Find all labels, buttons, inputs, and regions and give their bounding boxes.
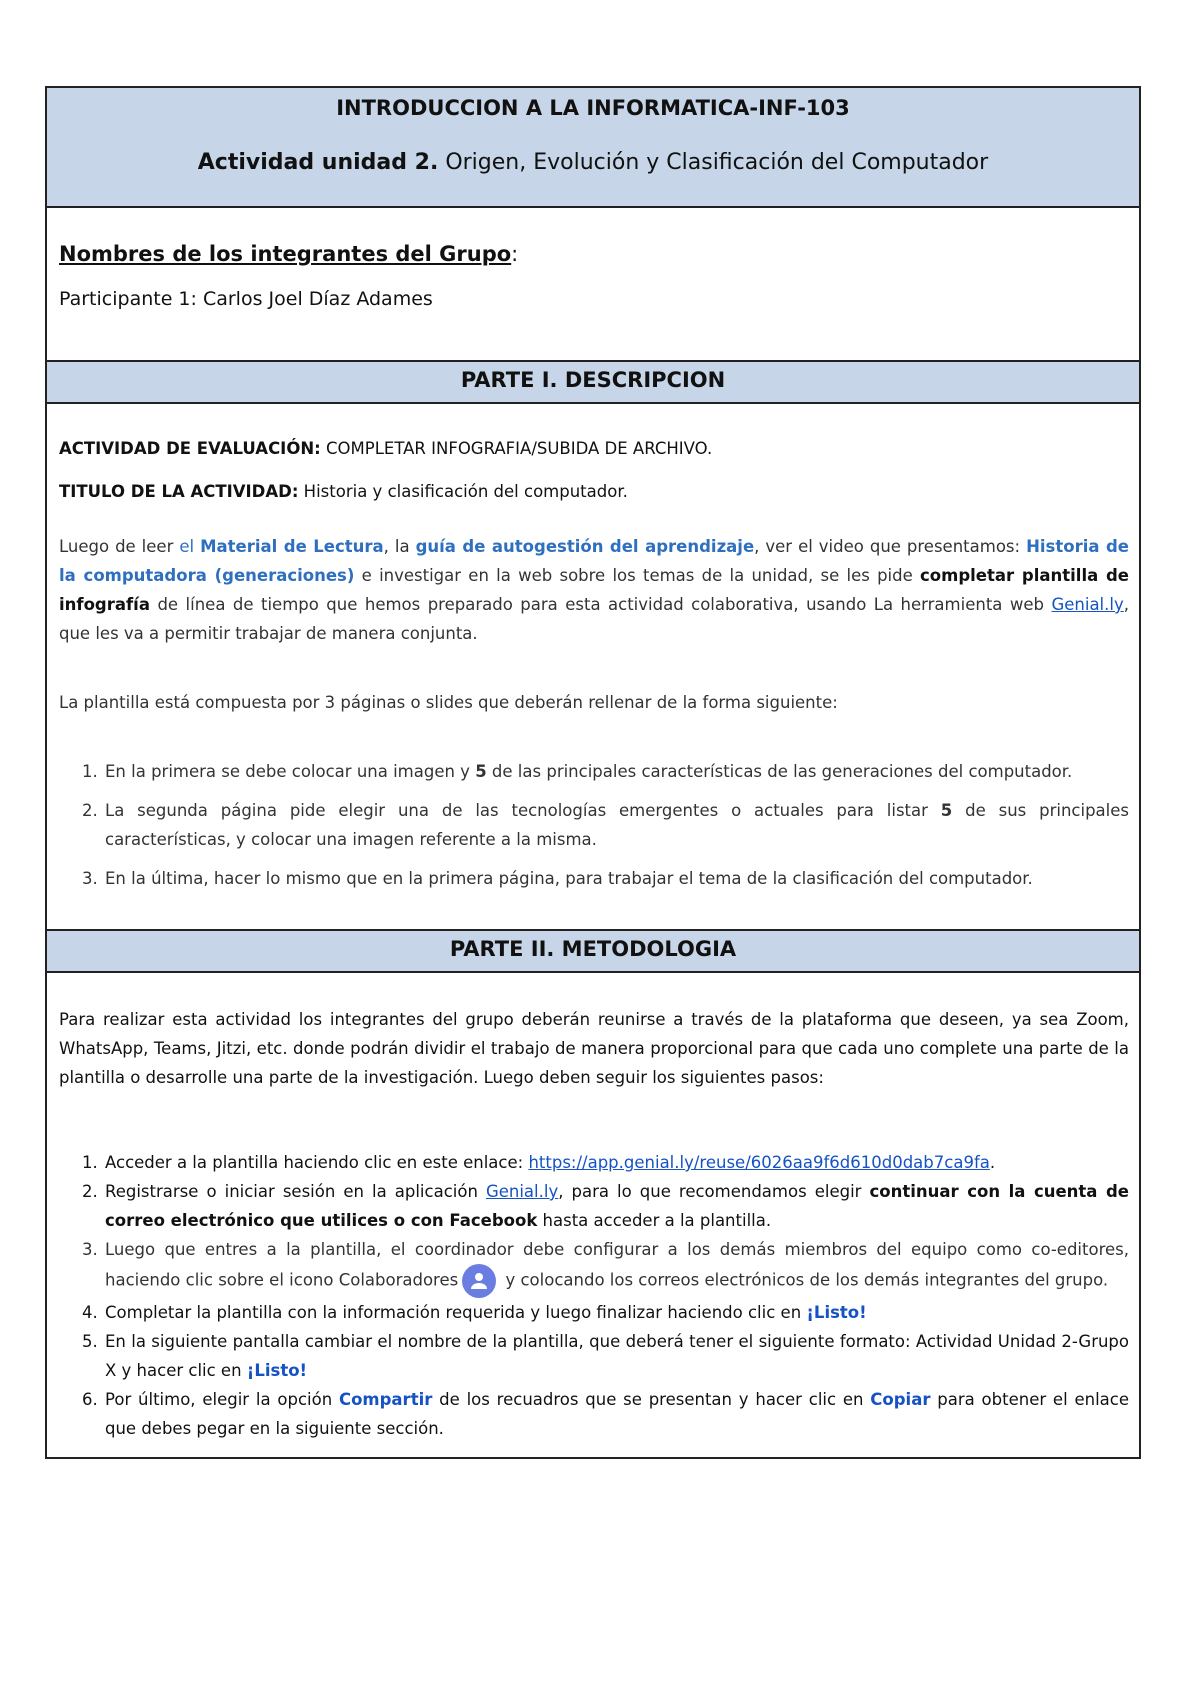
part1-body [47, 404, 1139, 931]
step-6: 6. Por último, elegir la opción Compartir de los recuadros que se presentan y hacer clic en Copiar para obtener el enlace que debes pegar en la siguiente sección. [103, 1385, 1129, 1443]
participant-1: Participante 1: Carlos Joel Díaz Adames [59, 288, 433, 310]
list-item: 3. En la última, hacer lo mismo que en la primera página, para trabajar el tema de la clasificación del computador. [103, 864, 1129, 893]
step-5: 5. En la siguiente pantalla cambiar el nombre de la plantilla, que deberá tener el siguiente formato: Actividad Unidad 2-Grupo X y hacer clic en ¡Listo! [103, 1327, 1129, 1385]
step-3: 3. Luego que entres a la plantilla, el coordinador debe configurar a los demás miembros del equipo como co-editores, haciendo clic sobre el icono Colaboradores y colocando los correos electrónicos de los demás integrantes del grupo. [103, 1235, 1129, 1298]
part1-title: PARTE I. DESCRIPCION [47, 362, 1139, 404]
header-band [47, 88, 1139, 208]
activity-title-line: TITULO DE LA ACTIVIDAD: Historia y clasificación del computador. [59, 482, 628, 501]
intro-paragraph: Luego de leer el Material de Lectura, la guía de autogestión del aprendizaje, ver el video que presentamos: Historia de la computadora (generaciones) e investigar en la web sobre los temas de la unidad, se les pide completar plantilla de infografía de línea de tiempo que hemos preparado para esta actividad colaborativa, usando La herramienta web Genial.ly, que les va a permitir trabajar de manera conjunta. [59, 537, 1129, 643]
template-url-link[interactable]: https://app.genial.ly/reuse/6026aa9f6d610d0dab7ca9fa [528, 1153, 990, 1172]
methodology-intro: Para realizar esta actividad los integrantes del grupo deberán reunirse a través de la plataforma que deseen, ya sea Zoom, WhatsApp, Teams, Jitzi, etc. donde podrán dividir el trabajo de manera proporcional para que cada uno complete una parte de la plantilla o desarrolle una parte de la investigación. Luego deben seguir los siguientes pasos: [59, 1010, 1129, 1087]
activity-prefix: Actividad unidad 2. [197, 150, 439, 175]
group-section [47, 208, 1139, 362]
listo-label-1: ¡Listo! [806, 1303, 867, 1322]
evaluation-activity: ACTIVIDAD DE EVALUACIÓN: COMPLETAR INFOGRAFIA/SUBIDA DE ARCHIVO. [59, 439, 713, 458]
activity-title [47, 120, 1139, 189]
step-4: 4. Completar la plantilla con la información requerida y luego finalizar haciendo clic en ¡Listo! [103, 1298, 1129, 1327]
video-historia-link[interactable]: Historia de la computadora (generaciones) [59, 537, 1129, 585]
step-2: 2. Registrarse o iniciar sesión en la aplicación Genial.ly, para lo que recomendamos elegir continuar con la cuenta de correo electrónico que utilices o con Facebook hasta acceder a la plantilla. [103, 1177, 1129, 1235]
genially-link[interactable]: Genial.ly [1051, 595, 1124, 614]
part2-title: PARTE II. METODOLOGIA [47, 931, 1139, 973]
compartir-label: Compartir [338, 1390, 433, 1409]
collaborators-icon [462, 1264, 496, 1298]
genially-link-2[interactable]: Genial.ly [485, 1182, 559, 1201]
copiar-label: Copiar [870, 1390, 931, 1409]
part2-body [47, 973, 1139, 1457]
list-item: 2. La segunda página pide elegir una de las tecnologías emergentes o actuales para listar 5 de sus principales características, y colocar una imagen referente a la misma. [103, 796, 1129, 854]
steps-list [59, 1148, 1129, 1443]
material-lectura-link[interactable]: Material de Lectura [200, 537, 384, 556]
course-title: INTRODUCCION A LA INFORMATICA-INF-103 [336, 96, 850, 120]
pages-description: La plantilla está compuesta por 3 páginas o slides que deberán rellenar de la forma siguiente: [59, 693, 838, 712]
step-1: 1. Acceder a la plantilla haciendo clic en este enlace: https://app.genial.ly/reuse/6026aa9f6d610d0dab7ca9fa. [103, 1148, 1129, 1177]
pages-list [59, 757, 1129, 893]
activity-name: Origen, Evolución y Clasificación del Computador [438, 150, 989, 175]
guia-autogestion-link[interactable]: guía de autogestión del aprendizaje [415, 537, 755, 556]
listo-label-2: ¡Listo! [246, 1361, 308, 1380]
document-table [45, 86, 1141, 1459]
group-heading: Nombres de los integrantes del Grupo: [59, 242, 519, 266]
list-item: 1. En la primera se debe colocar una imagen y 5 de las principales características de las generaciones del computador. [103, 757, 1129, 786]
